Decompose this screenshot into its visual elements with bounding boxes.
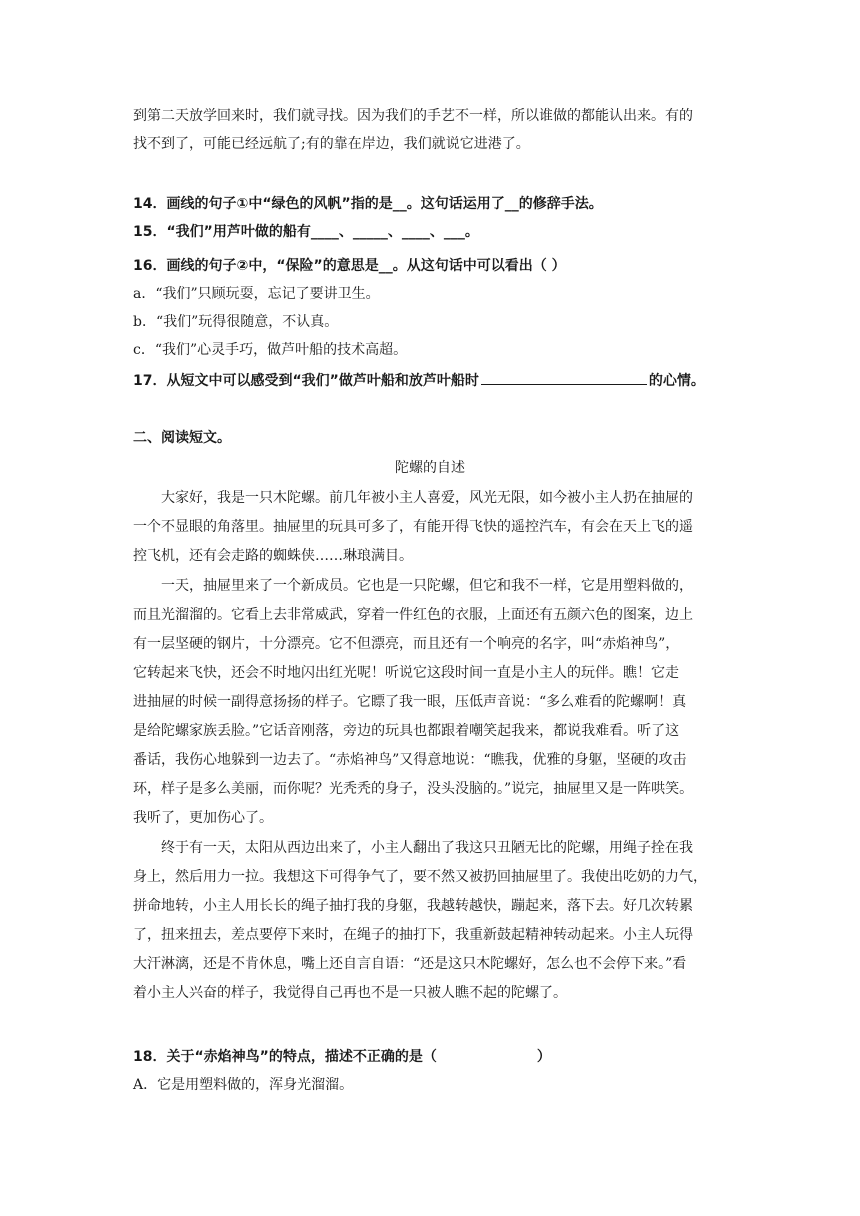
passage-line: 了，扭来扭去，差点要停下来时，在绳子的抽打下，我重新鼓起精神转动起来。小主人玩得 <box>133 927 693 943</box>
passage-line: 进抽屉的时候一副得意扬扬的样子。它瞟了我一眼，压低声音说：“多么难看的陀螺啊！真 <box>133 694 687 710</box>
question-16-option-b: b．“我们”玩得很随意，不认真。 <box>133 314 339 330</box>
passage-line: 着小主人兴奋的样子，我觉得自己再也不是一只被人瞧不起的陀螺了。 <box>133 985 567 1001</box>
passage-title: 陀螺的自述 <box>395 460 465 476</box>
question-17-suffix: 的心情。 <box>648 373 705 389</box>
passage-line: 是给陀螺家族丢脸。”它话音刚落，旁边的玩具也都跟着嘲笑起我来，都说我难看。听了这 <box>133 723 680 739</box>
question-16-option-a: a．“我们”只顾玩耍，忘记了要讲卫生。 <box>133 286 380 302</box>
question-18-prompt: 18．关于“赤焰神鸟”的特点，描述不正确的是（ <box>133 1049 437 1065</box>
passage-line: 大汗淋漓，还是不肯休息，嘴上还自言自语：“还是这只木陀螺好，怎么也不会停下来。”看 <box>133 956 687 972</box>
passage-line: 拼命地转，小主人用长长的绳子抽打我的身躯，我越转越快，蹦起来，落下去。好几次转累 <box>133 898 693 914</box>
passage-line: 终于有一天，太阳从西边出来了，小主人翻出了我这只丑陋无比的陀螺，用绳子拴在我 <box>161 840 693 856</box>
passage-line: 控飞机，还有会走路的蜘蛛侠……琳琅满目。 <box>133 548 413 564</box>
question-18-option-a: A．它是用塑料做的，浑身光溜溜。 <box>133 1077 354 1093</box>
question-16-option-c: c．“我们”心灵手巧，做芦叶船的技术高超。 <box>133 342 408 358</box>
question-17 <box>133 370 705 391</box>
passage-line: 到第二天放学回来时，我们就寻找。因为我们的手艺不一样，所以谁做的都能认出来。有的 <box>133 108 693 124</box>
passage-line: 我听了，更加伤心了。 <box>133 810 273 826</box>
section-heading: 二、阅读短文。 <box>133 430 231 446</box>
passage-line: 有一层坚硬的钢片，十分漂亮。它不但漂亮，而且还有一个响亮的名字，叫“赤焰神鸟”， <box>133 636 680 652</box>
question-18 <box>133 1047 551 1067</box>
passage-line: 身上，然后用力一拉。我想这下可得争气了，要不然又被扔回抽屉里了。我使出吃奶的力气， <box>133 869 707 885</box>
passage-line: 环，样子是多么美丽，而你呢？光秃秃的身子，没头没脑的。”说完，抽屉里又是一阵哄笑。 <box>133 781 694 797</box>
question-14: 14．画线的句子①中“绿色的风帆”指的是__。这句话运用了__的修辞手法。 <box>133 196 603 212</box>
passage-line: 它转起来飞快，还会不时地闪出红光呢！听说它这段时间一直是小主人的玩伴。瞧！它走 <box>133 665 679 681</box>
passage-line: 找不到了，可能已经远航了;有的靠在岸边，我们就说它进港了。 <box>133 136 530 152</box>
question-16: 16．画线的句子②中，“保险”的意思是__。从这句话中可以看出（ ） <box>133 258 566 274</box>
question-15: 15．“我们”用芦叶做的船有____、_____、____、___。 <box>133 224 479 240</box>
passage-line: 而且光溜溜的。它看上去非常威武，穿着一件红色的衣服，上面还有五颜六色的图案，边上 <box>133 607 693 623</box>
passage-line: 一个不显眼的角落里。抽屉里的玩具可多了，有能开得飞快的遥控汽车，有会在天上飞的遥 <box>133 519 693 535</box>
question-18-close-paren: ） <box>536 1049 551 1065</box>
passage-line: 一天，抽屉里来了一个新成员。它也是一只陀螺，但它和我不一样，它是用塑料做的， <box>161 578 693 594</box>
answer-blank <box>481 370 647 385</box>
passage-line: 大家好，我是一只木陀螺。前几年被小主人喜爱，风光无限，如今被小主人扔在抽屉的 <box>161 490 693 506</box>
passage-line: 番话，我伤心地躲到一边去了。“赤焰神鸟”又得意地说：“瞧我，优雅的身躯，坚硬的攻击 <box>133 752 687 768</box>
question-17-prompt: 17．从短文中可以感受到“我们”做芦叶船和放芦叶船时 <box>133 373 479 389</box>
